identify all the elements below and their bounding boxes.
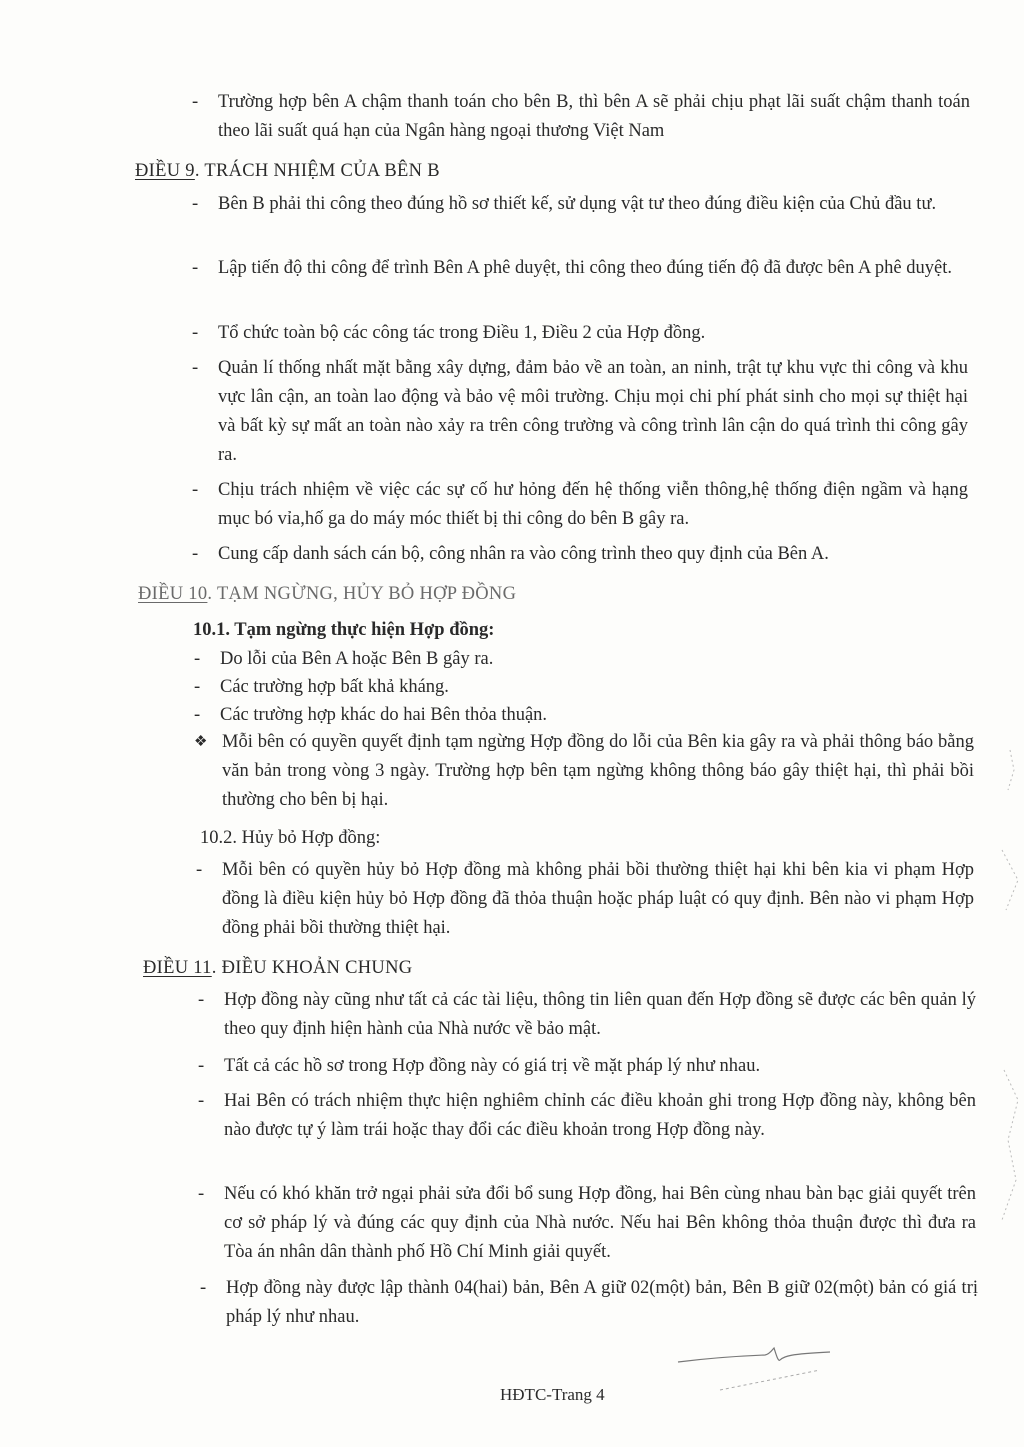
list-item (196, 856, 974, 943)
list-item (194, 645, 970, 674)
list-item-text: Bên B phải thi công theo đúng hồ sơ thiết kế, sử dụng vật tư theo đúng điều kiện của Chủ đầu tư. (218, 194, 937, 214)
edge-stamp-mark (990, 740, 1024, 820)
list-item-text: Mỗi bên có quyền hủy bỏ Hợp đồng mà không phải bồi thường thiệt hại khi bên kia vi phạm Hợp đồng là điều kiện hủy bỏ Hợp đồng đã thỏa thuận hoặc pháp luật có quy định. Bên nào vi phạm Hợp đồng phải bồi thường thiệt hại. (222, 860, 974, 938)
list-item-text: Chịu trách nhiệm về việc các sự cố hư hỏng đến hệ thống viễn thông,hệ thống điện ngầm và hạng mục bó vỉa,hố ga do máy móc thiết bị thi công do bên B gây ra. (218, 480, 968, 529)
list-item-text: Do lỗi của Bên A hoặc Bên B gây ra. (220, 649, 494, 669)
subsection-heading-10-1: 10.1. Tạm ngừng thực hiện Hợp đồng: (193, 620, 495, 640)
list-item (198, 986, 976, 1044)
bullet-marker: - (198, 1091, 205, 1111)
list-item (198, 1052, 976, 1081)
section-title: . TRÁCH NHIỆM CỦA BÊN B (194, 161, 440, 181)
subsection-heading-10-2: 10.2. Hủy bỏ Hợp đồng: (200, 828, 381, 848)
bullet-marker: - (192, 323, 199, 343)
section-heading-dieu-10 (138, 581, 516, 607)
signature-mark (670, 1340, 840, 1400)
section-title: . TẠM NGỪNG, HỦY BỎ HỢP ĐỒNG (207, 584, 517, 604)
bullet-marker: - (198, 1184, 205, 1204)
list-item-text: Quản lí thống nhất mặt bằng xây dựng, đảm bảo về an toàn, an ninh, trật tự khu vực thi công và khu vực lân cận, an toàn lao động và bảo vệ môi trường. Chịu mọi chi phí phát sinh cho mọi sự thiệt hại và bất kỳ sự mất an toàn nào xảy ra trên công trường và công trình lân cận do quá trình thi công gây ra. (218, 358, 968, 465)
list-item-text: Các trường hợp bất khả kháng. (220, 677, 449, 697)
list-item-text: Cung cấp danh sách cán bộ, công nhân ra vào công trình theo quy định của Bên A. (218, 544, 829, 564)
list-item (192, 254, 968, 283)
list-item (198, 1180, 976, 1267)
edge-stamp-mark (990, 840, 1024, 920)
bullet-marker: - (192, 358, 199, 378)
bullet-marker: - (196, 860, 203, 880)
list-item-text: Các trường hợp khác do hai Bên thỏa thuận. (220, 705, 548, 725)
list-item (192, 190, 968, 219)
bullet-marker: - (194, 649, 201, 669)
bullet-marker: - (192, 258, 199, 278)
list-item (192, 476, 968, 534)
list-item-text: Nếu có khó khăn trở ngại phải sửa đổi bổ sung Hợp đồng, hai Bên cùng nhau bàn bạc giải quyết trên cơ sở pháp lý và đúng các quy định của Nhà nước. Nếu hai Bên không thỏa thuận được thì đưa ra Tòa án nhân dân thành phố Hồ Chí Minh giải quyết. (224, 1184, 976, 1262)
list-item-text: Hai Bên có trách nhiệm thực hiện nghiêm chỉnh các điều khoản ghi trong Hợp đồng này, không bên nào được tự ý làm trái hoặc thay đổi các điều khoản trong Hợp đồng này. (224, 1091, 976, 1140)
edge-stamp-mark (990, 1060, 1024, 1230)
section-number: ĐIỀU 11 (143, 958, 212, 978)
bullet-marker: - (200, 1278, 207, 1298)
list-item (194, 673, 970, 702)
list-item-text: Hợp đồng này cũng như tất cả các tài liệu, thông tin liên quan đến Hợp đồng sẽ được các bên quản lý theo quy định hiện hành của Nhà nước về bảo mật. (224, 990, 976, 1039)
list-item (192, 319, 968, 348)
list-item (200, 1274, 978, 1332)
bullet-marker: - (198, 1056, 205, 1076)
list-item-text: Lập tiến độ thi công để trình Bên A phê duyệt, thi công theo đúng tiến độ đã được bên A phê duyệt. (218, 258, 952, 278)
bullet-marker: - (194, 677, 201, 697)
bullet-marker: - (192, 194, 199, 214)
bullet-marker: - (192, 480, 199, 500)
list-item (192, 88, 970, 146)
section-heading-dieu-9 (135, 158, 440, 184)
list-item-text: Trường hợp bên A chậm thanh toán cho bên B, thì bên A sẽ phải chịu phạt lãi suất chậm thanh toán theo lãi suất quá hạn của Ngân hàng ngoại thương Việt Nam (218, 92, 970, 141)
section-heading-dieu-11 (143, 955, 412, 981)
page-footer: HĐTC-Trang 4 (500, 1385, 605, 1404)
list-item (194, 728, 974, 815)
section-number: ĐIỀU 10 (138, 584, 208, 604)
list-item (192, 354, 968, 470)
list-item (192, 540, 968, 569)
section-number: ĐIỀU 9 (135, 161, 195, 181)
list-item-text: Tổ chức toàn bộ các công tác trong Điều 1, Điều 2 của Hợp đồng. (218, 323, 706, 343)
bullet-marker: - (198, 990, 205, 1010)
section-title: . ĐIỀU KHOẢN CHUNG (211, 958, 413, 978)
list-item (194, 701, 970, 730)
list-item-text: Hợp đồng này được lập thành 04(hai) bản, Bên A giữ 02(một) bản, Bên B giữ 02(một) bản có giá trị pháp lý như nhau. (226, 1278, 978, 1327)
bullet-marker: - (194, 705, 201, 725)
list-item-text: Tất cả các hồ sơ trong Hợp đồng này có giá trị về mặt pháp lý như nhau. (224, 1056, 761, 1076)
list-item (198, 1087, 976, 1145)
bullet-marker: - (192, 544, 199, 564)
bullet-marker: - (192, 92, 199, 112)
list-item-text: Mỗi bên có quyền quyết định tạm ngừng Hợp đồng do lỗi của Bên kia gây ra và phải thông báo bằng văn bản trong vòng 3 ngày. Trường hợp bên tạm ngừng không thông báo gây thiệt hại, thì phải bồi thường cho bên bị hại. (222, 732, 974, 810)
diamond-bullet-icon: ❖ (194, 734, 208, 750)
